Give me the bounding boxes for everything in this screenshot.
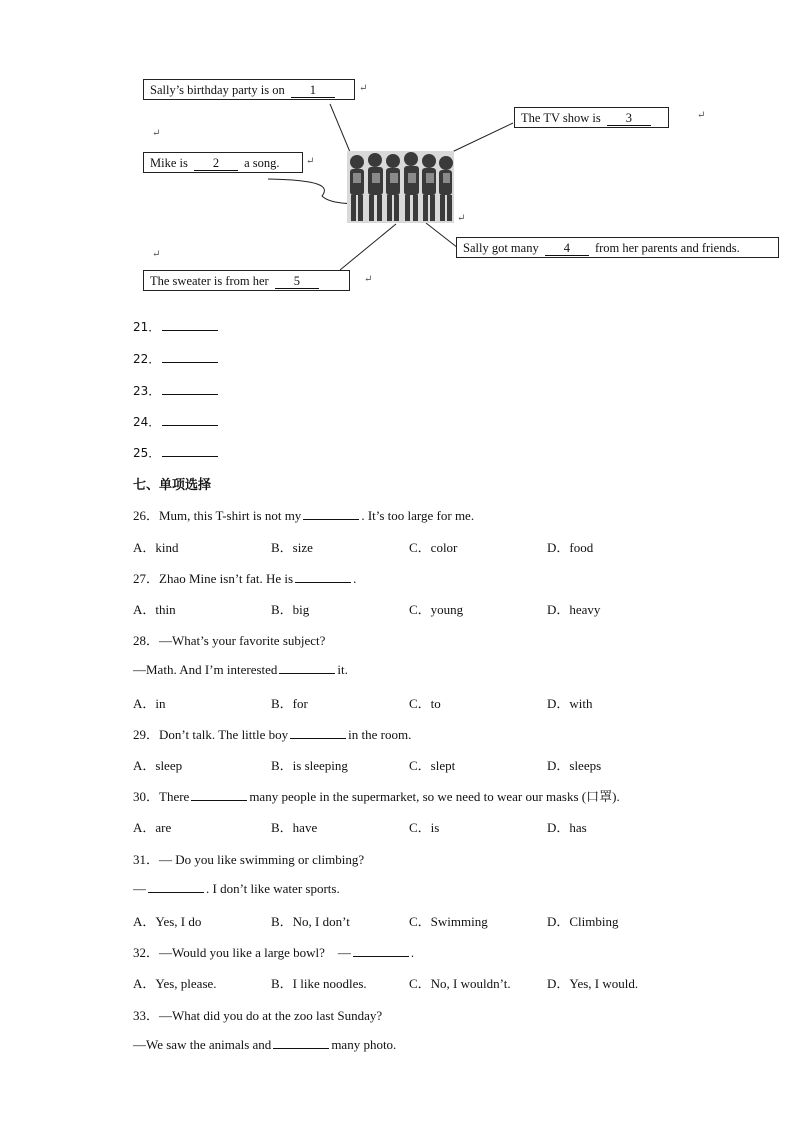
- section-title: 七、单项选择: [133, 478, 212, 493]
- return-mark: ↵: [364, 274, 373, 285]
- return-mark: ↵: [306, 156, 315, 167]
- answer-line-21: 21．: [133, 318, 218, 335]
- box-4-pre: Sally got many: [463, 241, 539, 255]
- box-2-post: a song.: [244, 156, 280, 170]
- option-29-c: C．slept: [409, 758, 456, 773]
- option-26-a: A．kind: [133, 540, 179, 555]
- question-31: — . I don’t like water sports.: [133, 881, 340, 896]
- option-29-b: B．is sleeping: [271, 758, 348, 773]
- answer-line-25: 25．: [133, 444, 218, 461]
- question-30: 30．There many people in the supermarket, so we need to wear our masks (口罩).: [133, 789, 620, 804]
- option-29-a: A．sleep: [133, 758, 183, 773]
- diagram-box-1: [143, 79, 355, 100]
- option-30-d: D．has: [547, 820, 587, 835]
- option-27-d: D．heavy: [547, 602, 601, 617]
- return-mark: ↵: [152, 128, 161, 139]
- question-26: 26．Mum, this T-shirt is not my . It’s too large for me.: [133, 508, 475, 523]
- question-33-line1: 33．—What did you do at the zoo last Sunday?: [133, 1008, 383, 1023]
- blank-5: 5: [275, 274, 319, 289]
- return-mark: ↵: [152, 249, 161, 260]
- option-31-d: D．Climbing: [547, 914, 619, 929]
- question-32: 32．—Would you like a large bowl? — .: [133, 945, 415, 960]
- option-30-c: C．is: [409, 820, 440, 835]
- question-31-line1: 31．— Do you like swimming or climbing?: [133, 852, 365, 867]
- option-27-b: B．big: [271, 602, 310, 617]
- option-26-d: D．food: [547, 540, 594, 555]
- kids-group-photo: [347, 151, 454, 223]
- box-4-post: from her parents and friends.: [594, 241, 740, 255]
- diagram-box-2: [143, 152, 303, 173]
- box-1-text: Sally’s birthday party is on: [150, 83, 285, 97]
- answer-line-22: 22．: [133, 350, 218, 367]
- blank-4: 4: [545, 241, 589, 256]
- option-32-c: C．No, I wouldn’t.: [409, 976, 511, 991]
- option-31-b: B．No, I don’t: [271, 914, 350, 929]
- return-mark: ↵: [697, 110, 706, 121]
- option-32-a: A．Yes, please.: [133, 976, 217, 991]
- question-28: —Math. And I’m interested it.: [133, 662, 348, 677]
- option-28-d: D．with: [547, 696, 593, 711]
- box-3-text: The TV show is: [521, 111, 601, 125]
- blank-2: 2: [194, 156, 238, 171]
- option-26-c: C．color: [409, 540, 458, 555]
- option-29-d: D．sleeps: [547, 758, 602, 773]
- question-27: 27．Zhao Mine isn’t fat. He is .: [133, 571, 357, 586]
- option-32-d: D．Yes, I would.: [547, 976, 639, 991]
- box-5-text: The sweater is from her: [150, 274, 269, 288]
- option-26-b: B．size: [271, 540, 313, 555]
- answer-line-23: 23．: [133, 382, 218, 399]
- option-28-a: A．in: [133, 696, 166, 711]
- option-28-c: C．to: [409, 696, 441, 711]
- question-28-line1: 28．—What’s your favorite subject?: [133, 633, 326, 648]
- blank-1: 1: [291, 83, 335, 98]
- option-31-a: A．Yes, I do: [133, 914, 202, 929]
- diagram-box-3: [514, 107, 669, 128]
- option-28-b: B．for: [271, 696, 308, 711]
- blank-3: 3: [607, 111, 651, 126]
- question-29: 29．Don’t talk. The little boy in the room.: [133, 727, 412, 742]
- return-mark: ↵: [457, 213, 466, 224]
- option-32-b: B．I like noodles.: [271, 976, 367, 991]
- diagram-box-4: [456, 237, 779, 258]
- return-mark: ↵: [359, 83, 368, 94]
- option-31-c: C．Swimming: [409, 914, 488, 929]
- option-27-a: A．thin: [133, 602, 176, 617]
- option-30-a: A．are: [133, 820, 172, 835]
- diagram-box-5: [143, 270, 350, 291]
- box-2-pre: Mike is: [150, 156, 188, 170]
- question-33: —We saw the animals and many photo.: [133, 1037, 397, 1052]
- answer-line-24: 24．: [133, 413, 218, 430]
- option-30-b: B．have: [271, 820, 318, 835]
- option-27-c: C．young: [409, 602, 464, 617]
